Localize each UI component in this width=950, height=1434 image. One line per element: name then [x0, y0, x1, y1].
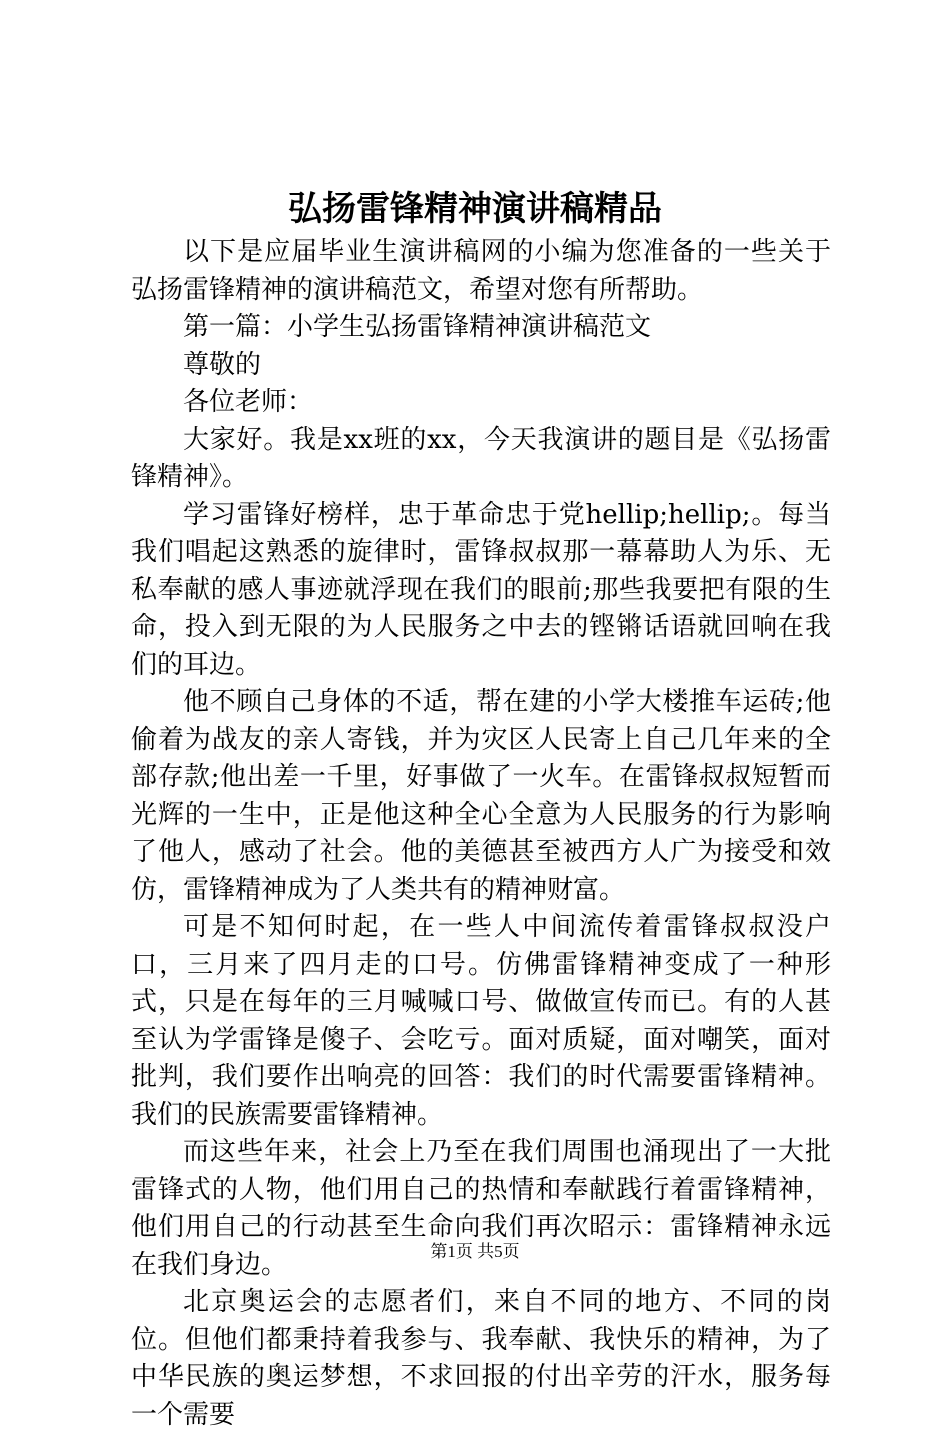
paragraph-body: 可是不知何时起，在一些人中间流传着雷锋叔叔没户口，三月来了四月走的口号。仿佛雷锋精神变成了一种形式，只是在每年的三月喊喊口号、做做宣传而已。有的人甚至认为学雷锋是傻子、会吃亏。面对质疑，面对嘲笑，面对批判，我们要作出响亮的回答：我们的时代需要雷锋精神。我们的民族需要雷锋精神。 [131, 912, 831, 1130]
paragraph-body: 而这些年来，社会上乃至在我们周围也涌现出了一大批雷锋式的人物，他们用自己的热情和奉献践行着雷锋精神，他们用自己的行动甚至生命向我们再次昭示：雷锋精神永远在我们身边。 [131, 1137, 831, 1280]
page-footer: 第1页 共5页 [430, 1242, 520, 1261]
paragraph-body: 学习雷锋好榜样，忠于革命忠于党hellip;hellip;。每当我们唱起这熟悉的旋律时，雷锋叔叔那一幕幕助人为乐、无私奉献的感人事迹就浮现在我们的眼前;那些我要把有限的生命，投入到无限的为人民服务之中去的铿锵话语就回响在我们的耳边。 [131, 499, 831, 680]
paragraph-salutation: 尊敬的 [183, 349, 262, 380]
paragraph-body: 他不顾自己身体的不适，帮在建的小学大楼推车运砖;他偷着为战友的亲人寄钱，并为灾区人民寄上自己几年来的全部存款;他出差一千里，好事做了一火车。在雷锋叔叔短暂而光辉的一生中，正是他这种全心全意为人民服务的行为影响了他人，感动了社会。他的美德甚至被西方人广为接受和效仿，雷锋精神成为了人类共有的精神财富。 [131, 687, 831, 905]
document-title: 弘扬雷锋精神演讲稿精品 [288, 189, 662, 229]
paragraph-chapter-heading: 第一篇：小学生弘扬雷锋精神演讲稿范文 [183, 312, 652, 342]
paragraph-greeting: 大家好。我是xx班的xx，今天我演讲的题目是《弘扬雷锋精神》。 [131, 424, 831, 492]
paragraph-addressee: 各位老师： [183, 387, 314, 417]
paragraph-intro: 以下是应届毕业生演讲稿网的小编为您准备的一些关于弘扬雷锋精神的演讲稿范文，希望对您有所帮助。 [131, 237, 831, 305]
paragraph-body: 北京奥运会的志愿者们，来自不同的地方、不同的岗位。但他们都秉持着我参与、我奉献、我快乐的精神，为了中华民族的奥运梦想，不求回报的付出辛劳的汗水，服务每一个需要 [131, 1287, 831, 1430]
